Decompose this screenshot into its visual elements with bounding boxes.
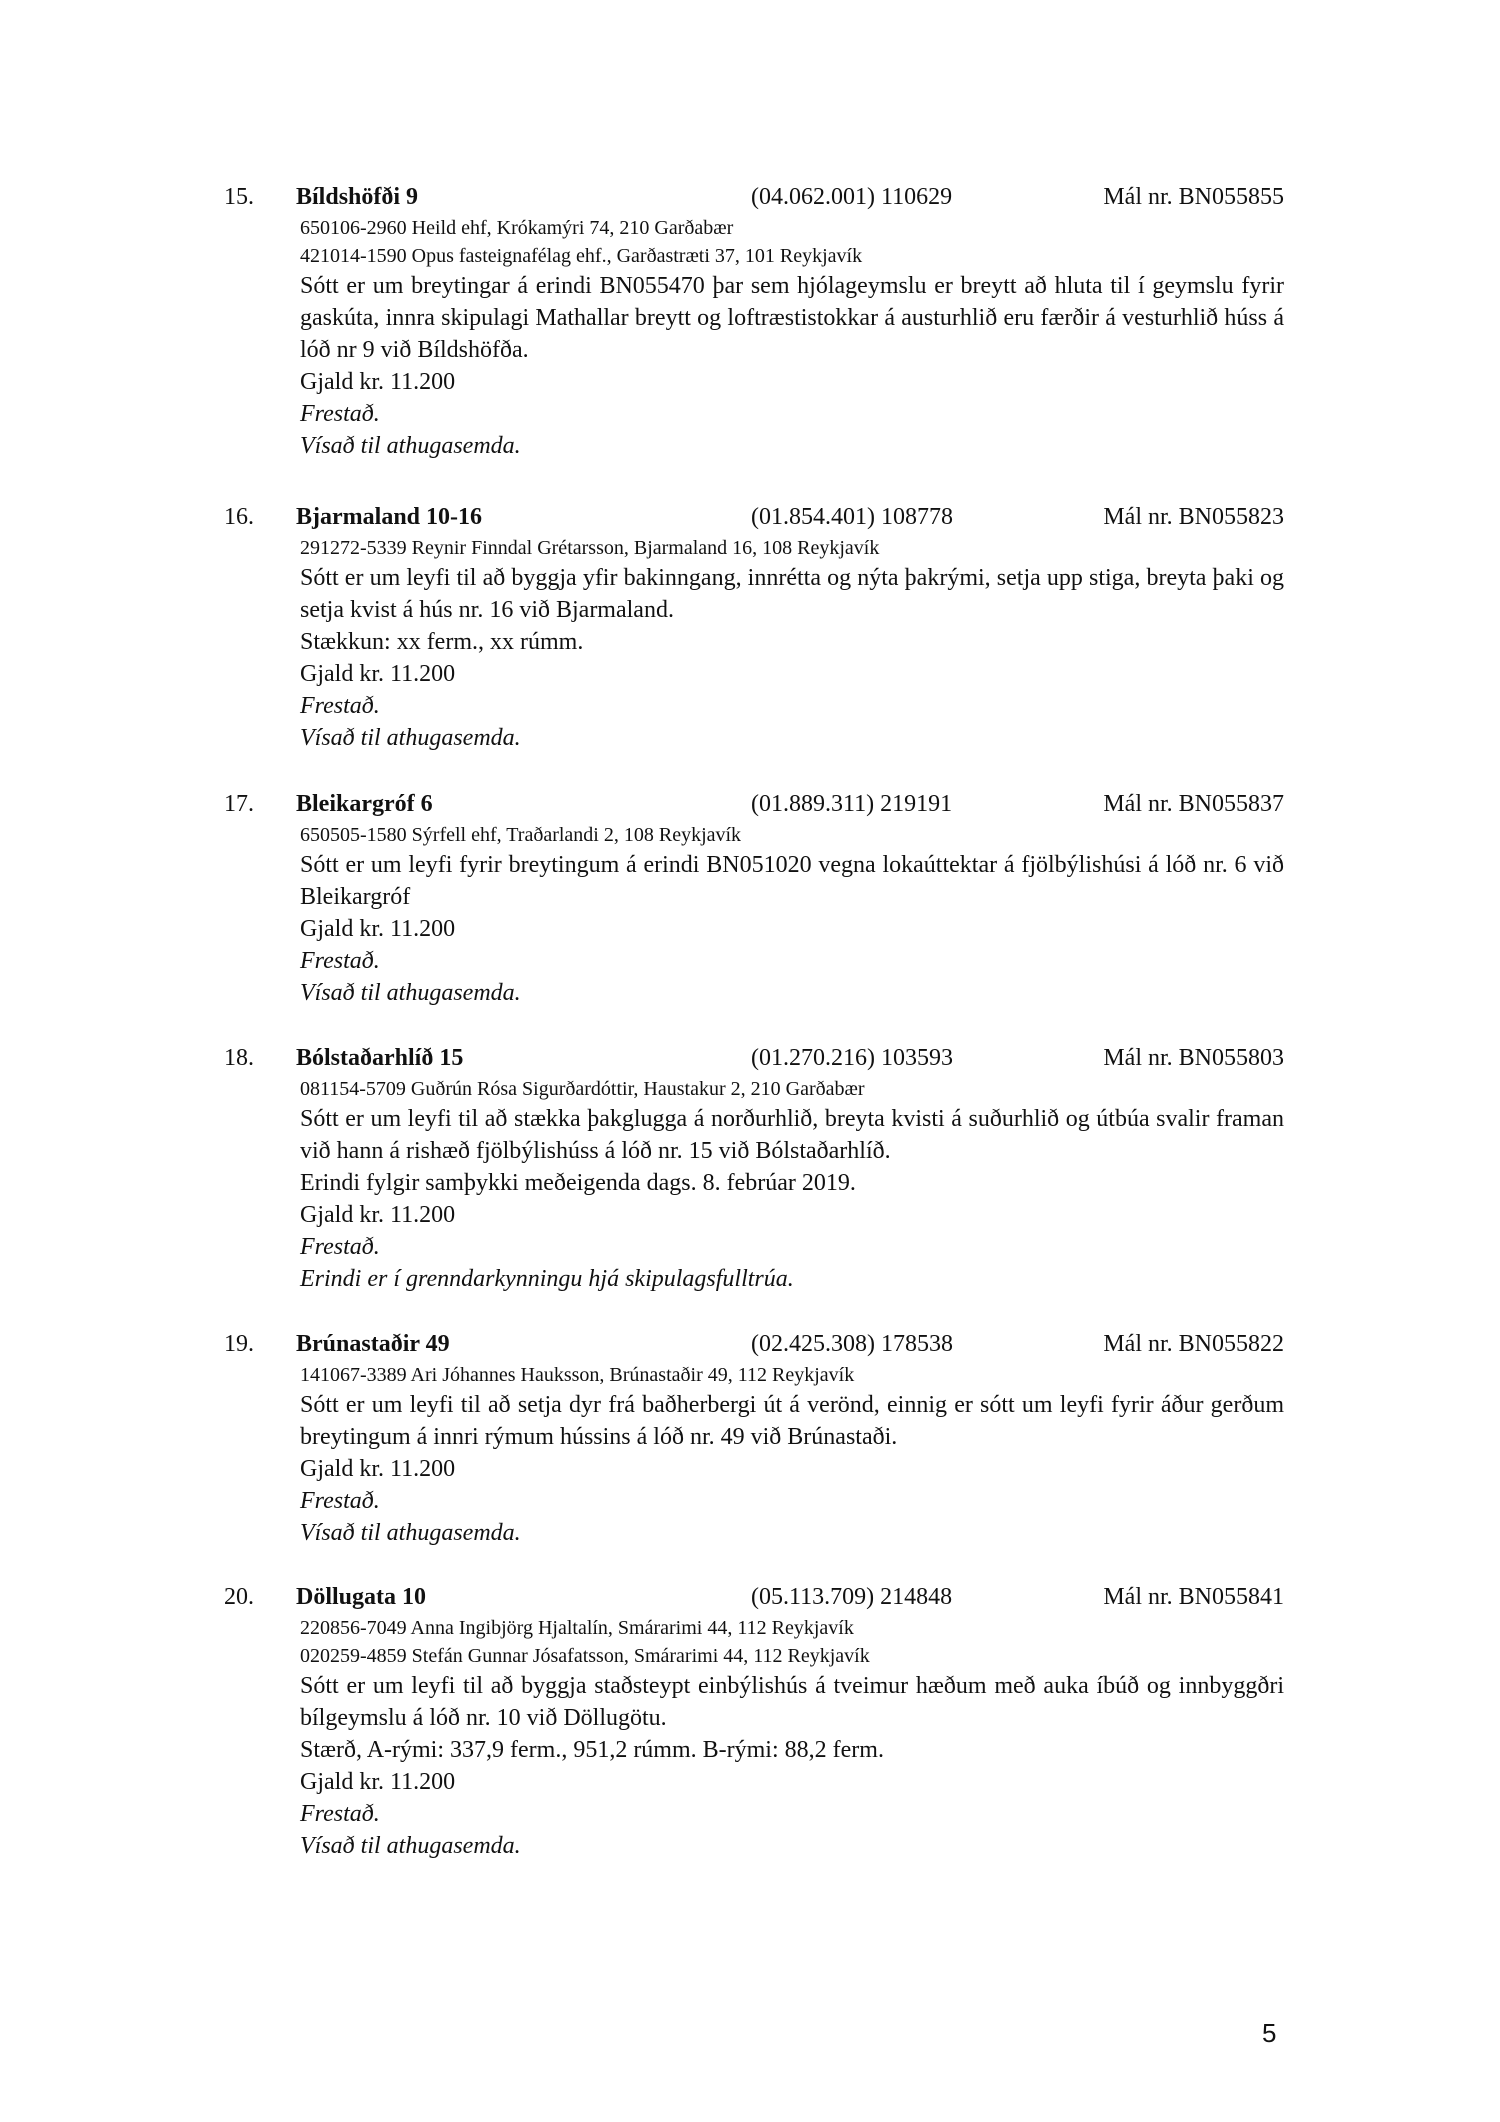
case-item-20 (224, 1580, 1284, 1862)
decision: Frestað. (300, 1801, 380, 1827)
case-number: 15. (224, 184, 254, 210)
case-number: 16. (224, 504, 254, 530)
case-header (224, 1327, 1284, 1361)
case-header (224, 180, 1284, 214)
case-body (300, 1614, 1284, 1862)
property-name: Döllugata 10 (296, 1584, 427, 1610)
case-number: 17. (224, 791, 254, 817)
case-description: Sótt er um leyfi fyrir breytingum á erindi BN051020 vegna lokaúttektar á fjölbýlishúsi á lóð nr. 6 við Bleikargróf (300, 852, 1284, 910)
decision: Frestað. (300, 948, 380, 974)
decision-note: Vísað til athugasemda. (300, 1833, 521, 1859)
property-reference: (01.854.401) 108778 (751, 504, 953, 530)
applicant: 081154-5709 Guðrún Rósa Sigurðardóttir, Haustakur 2, 210 Garðabær (300, 1078, 865, 1100)
decision: Frestað. (300, 1234, 380, 1260)
case-id: Mál nr. BN055823 (1103, 504, 1284, 530)
case-description: Sótt er um leyfi til að byggja staðsteypt einbýlishús á tveimur hæðum með auka íbúð og innbyggðri bílgeymslu á lóð nr. 10 við Döllugötu. (300, 1673, 1284, 1731)
decision-note: Vísað til athugasemda. (300, 725, 521, 751)
case-description: Sótt er um breytingar á erindi BN055470 þar sem hjólageymslu er breytt að hluta til í geymslu fyrir gaskúta, innra skipulagi Mathallar breytt og loftræstistokkar á austurhlið eru færðir á vesturhlið húss á lóð nr 9 við Bíldshöfða. (300, 273, 1284, 363)
case-number: 19. (224, 1331, 254, 1357)
case-item-19 (224, 1327, 1284, 1549)
applicant: 220856-7049 Anna Ingibjörg Hjaltalín, Smárarimi 44, 112 Reykjavík (300, 1617, 854, 1639)
case-item-17 (224, 787, 1284, 1009)
case-body (300, 534, 1284, 754)
case-item-15 (224, 180, 1284, 462)
page-number: 5 (1262, 2018, 1277, 2048)
case-header (224, 500, 1284, 534)
case-item-16 (224, 500, 1284, 754)
property-name: Bjarmaland 10-16 (296, 504, 482, 530)
case-id: Mál nr. BN055855 (1103, 184, 1284, 210)
case-body (300, 1075, 1284, 1295)
fee: Gjald kr. 11.200 (300, 661, 456, 687)
property-reference: (01.889.311) 219191 (751, 791, 953, 817)
applicant: 421014-1590 Opus fasteignafélag ehf., Garðastræti 37, 101 Reykjavík (300, 245, 863, 267)
decision: Frestað. (300, 1488, 380, 1514)
applicant: 141067-3389 Ari Jóhannes Hauksson, Brúnastaðir 49, 112 Reykjavík (300, 1364, 855, 1386)
property-name: Bíldshöfði 9 (296, 184, 419, 210)
fee: Gjald kr. 11.200 (300, 1456, 456, 1482)
case-id: Mál nr. BN055841 (1103, 1584, 1284, 1610)
case-header (224, 1041, 1284, 1075)
property-reference: (02.425.308) 178538 (751, 1331, 953, 1357)
property-name: Brúnastaðir 49 (296, 1331, 450, 1357)
decision: Frestað. (300, 401, 380, 427)
property-name: Bleikargróf 6 (296, 791, 433, 817)
fee: Gjald kr. 11.200 (300, 916, 456, 942)
decision-note: Erindi er í grenndarkynningu hjá skipulagsfulltrúa. (300, 1266, 794, 1292)
applicant: 291272-5339 Reynir Finndal Grétarsson, Bjarmaland 16, 108 Reykjavík (300, 537, 880, 559)
case-description: Sótt er um leyfi til að byggja yfir bakinngang, innrétta og nýta þakrými, setja upp stiga, breyta þaki og setja kvist á hús nr. 16 við Bjarmaland. (300, 565, 1284, 623)
case-description: Sótt er um leyfi til að setja dyr frá baðherbergi út á verönd, einnig er sótt um leyfi fyrir áður gerðum breytingum á innri rýmum hússins á lóð nr. 49 við Brúnastaði. (300, 1392, 1284, 1450)
case-number: 20. (224, 1584, 254, 1610)
extra-info: Stærð, A-rými: 337,9 ferm., 951,2 rúmm. B-rými: 88,2 ferm. (300, 1737, 884, 1763)
fee: Gjald kr. 11.200 (300, 1769, 456, 1795)
case-body (300, 214, 1284, 462)
case-number: 18. (224, 1045, 254, 1071)
applicant: 020259-4859 Stefán Gunnar Jósafatsson, Smárarimi 44, 112 Reykjavík (300, 1645, 870, 1667)
case-id: Mál nr. BN055837 (1103, 791, 1284, 817)
property-reference: (04.062.001) 110629 (751, 184, 953, 210)
applicant: 650106-2960 Heild ehf, Krókamýri 74, 210 Garðabær (300, 217, 734, 239)
case-item-18 (224, 1041, 1284, 1295)
fee: Gjald kr. 11.200 (300, 1202, 456, 1228)
decision-note: Vísað til athugasemda. (300, 1520, 521, 1546)
case-header (224, 1580, 1284, 1614)
case-body (300, 821, 1284, 1009)
case-id: Mál nr. BN055803 (1103, 1045, 1284, 1071)
fee: Gjald kr. 11.200 (300, 369, 456, 395)
extra-info: Erindi fylgir samþykki meðeigenda dags. 8. febrúar 2019. (300, 1170, 856, 1196)
case-body (300, 1361, 1284, 1549)
decision: Frestað. (300, 693, 380, 719)
applicant: 650505-1580 Sýrfell ehf, Traðarlandi 2, 108 Reykjavík (300, 824, 742, 846)
property-reference: (01.270.216) 103593 (751, 1045, 953, 1071)
decision-note: Vísað til athugasemda. (300, 433, 521, 459)
case-header (224, 787, 1284, 821)
case-description: Sótt er um leyfi til að stækka þakglugga á norðurhlið, breyta kvisti á suðurhlið og útbúa svalir framan við hann á rishæð fjölbýlishúss á lóð nr. 15 við Bólstaðarhlíð. (300, 1106, 1284, 1164)
property-reference: (05.113.709) 214848 (751, 1584, 953, 1610)
property-name: Bólstaðarhlíð 15 (296, 1045, 464, 1071)
case-id: Mál nr. BN055822 (1103, 1331, 1284, 1357)
extra-info: Stækkun: xx ferm., xx rúmm. (300, 629, 584, 655)
decision-note: Vísað til athugasemda. (300, 980, 521, 1006)
